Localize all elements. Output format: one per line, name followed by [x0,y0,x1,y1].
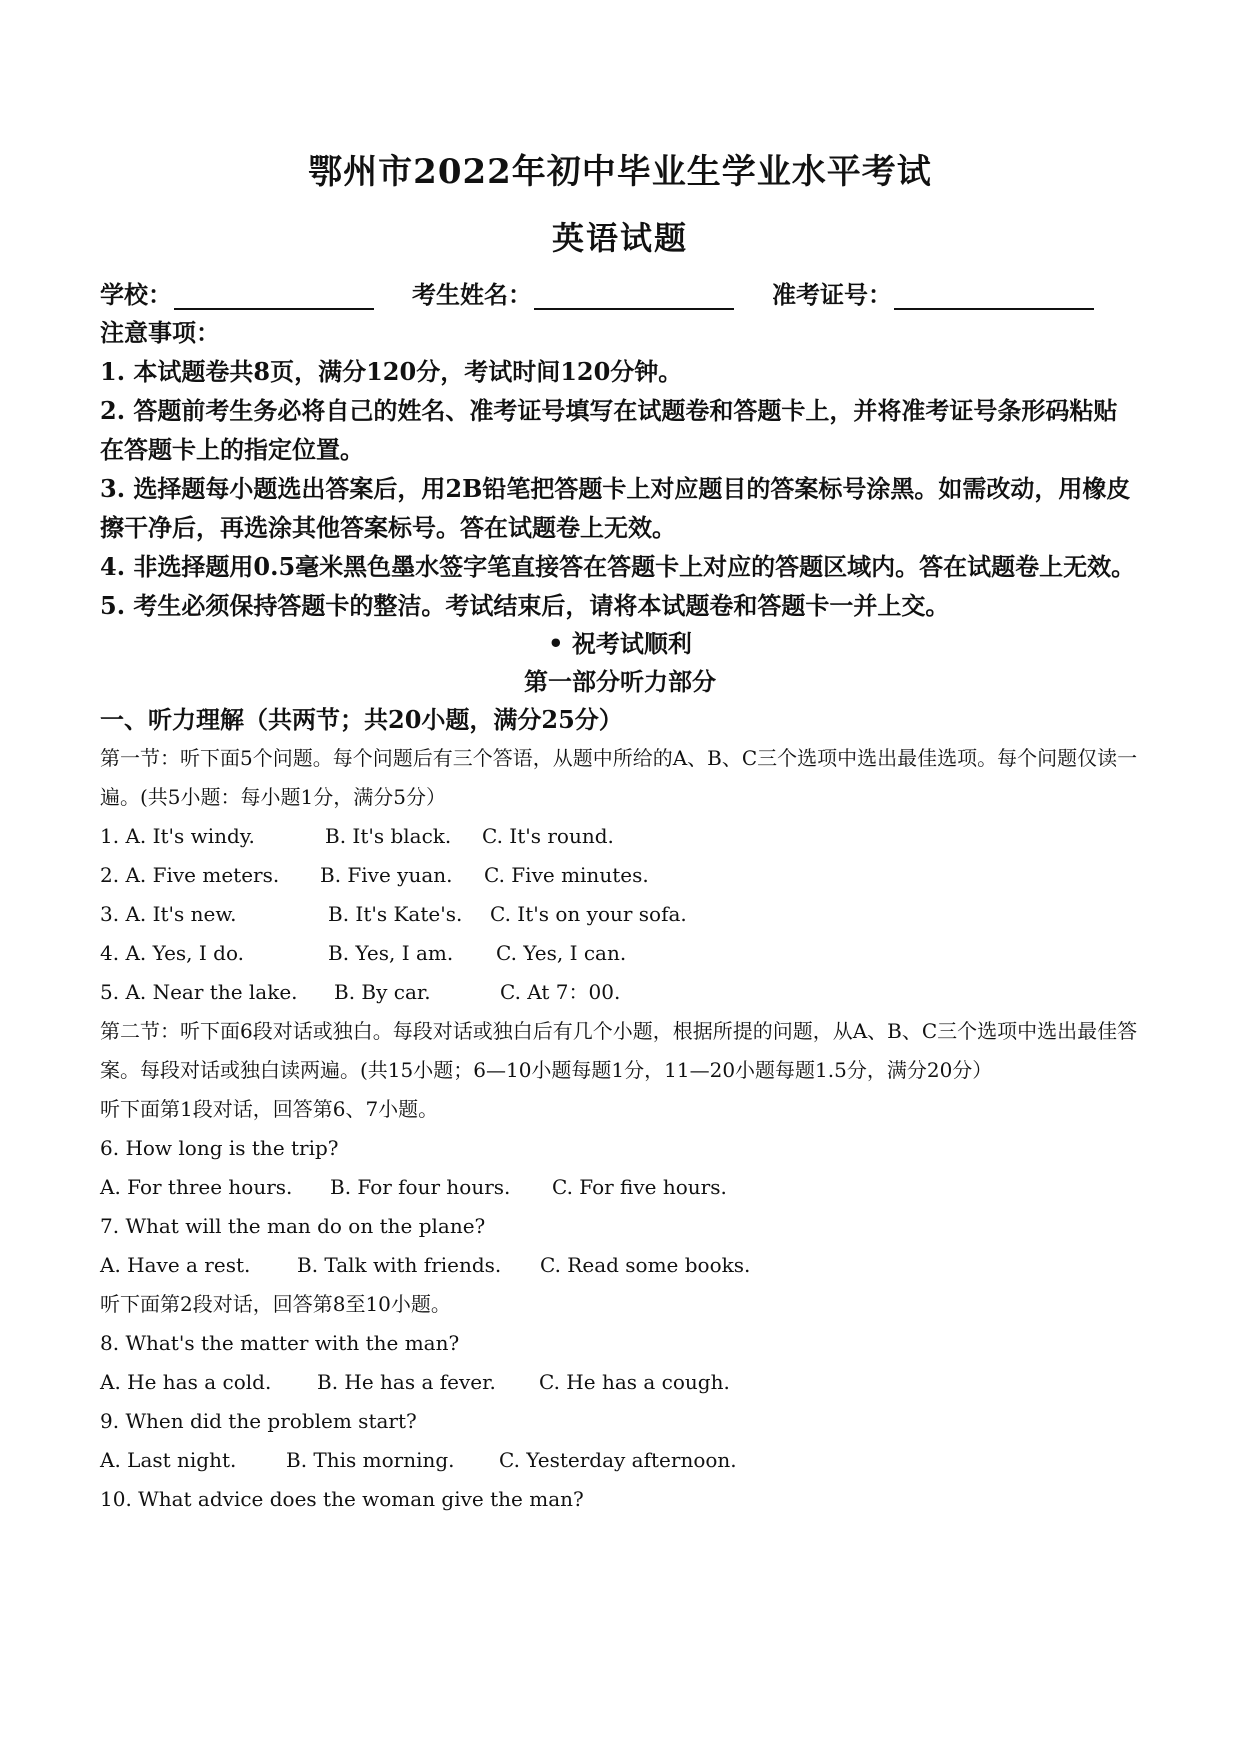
part-title: 第一部分听力部分 [524,667,716,696]
note-item: 2. 答题前考生务必将自己的姓名、准考证号填写在试题卷和答题卡上，并将准考证号条形码粘贴在答题卡上的指定位置。 [100,396,1118,464]
section-title: 一、听力理解（共两节；共20小题，满分25分） [100,705,623,734]
option-b: B. By car. [334,980,431,1004]
question-9-options [100,1441,1140,1480]
school-label: 学校： [100,280,172,309]
exam-id-blank [894,282,1094,310]
note-item: 5. 考生必须保持答题卡的整洁。考试结束后，请将本试题卷和答题卡一并上交。 [100,591,950,620]
option-a: 2. A. Five meters. [100,863,280,887]
option-b: B. This morning. [286,1448,455,1472]
exam-title: 鄂州市2022年初中毕业生学业水平考试 [308,152,932,192]
option-a: 3. A. It's new. [100,902,237,926]
dialogue2-intro: 听下面第2段对话，回答第8至10小题。 [100,1292,451,1316]
question-8-options [100,1363,1140,1402]
exam-subtitle: 英语试题 [551,219,688,257]
question-row [100,973,1140,1012]
note-item: 4. 非选择题用0.5毫米黑色墨水签字笔直接答在答题卡上对应的答题区域内。答在试题卷上无效。 [100,552,1136,581]
option-c: C. At 7：00. [500,980,621,1004]
question-row [100,817,1140,856]
option-c: C. Yesterday afternoon. [499,1448,737,1472]
section1-intro: 第一节：听下面5个问题。每个问题后有三个答语，从题中所给的A、B、C三个选项中选出最佳选项。每个问题仅读一遍。(共5小题：每小题1分，满分5分） [100,746,1138,809]
option-c: C. Five minutes. [484,863,649,887]
option-c: C. Read some books. [540,1253,751,1277]
question-7-options [100,1246,1140,1285]
question-row [100,856,1140,895]
option-a: A. Last night. [100,1448,237,1472]
question-7: 7. What will the man do on the plane? [100,1214,486,1238]
option-a: A. For three hours. [100,1175,293,1199]
option-a: A. Have a rest. [100,1253,251,1277]
option-b: B. It's Kate's. [328,902,463,926]
question-6: 6. How long is the trip? [100,1136,339,1160]
note-item: 3. 选择题每小题选出答案后，用2B铅笔把答题卡上对应题目的答案标号涂黑。如需改动，用橡皮擦干净后，再选涂其他答案标号。答在试题卷上无效。 [100,474,1131,542]
notes-heading: 注意事项： [100,318,220,347]
option-a: 1. A. It's windy. [100,824,255,848]
question-10: 10. What advice does the woman give the man? [100,1487,584,1511]
exam-page [100,140,1140,1519]
exam-id-field [772,275,1094,310]
question-6-options [100,1168,1140,1207]
exam-id-label: 准考证号： [772,280,892,309]
note-item: 1. 本试题卷共8页，满分120分，考试时间120分钟。 [100,357,683,386]
option-a: 4. A. Yes, I do. [100,941,244,965]
option-a: A. He has a cold. [100,1370,272,1394]
good-luck-line: • 祝考试顺利 [548,629,692,658]
option-b: B. Five yuan. [320,863,453,887]
question-8: 8. What's the matter with the man? [100,1331,460,1355]
name-field [412,275,734,310]
option-a: 5. A. Near the lake. [100,980,298,1004]
option-c: C. For five hours. [552,1175,727,1199]
option-b: B. He has a fever. [317,1370,496,1394]
option-c: C. It's on your sofa. [490,902,687,926]
dialogue1-intro: 听下面第1段对话，回答第6、7小题。 [100,1097,439,1121]
option-b: B. For four hours. [330,1175,511,1199]
name-blank [534,282,734,310]
question-row [100,934,1140,973]
option-c: C. Yes, I can. [496,941,627,965]
question-9: 9. When did the problem start? [100,1409,417,1433]
school-blank [174,282,374,310]
option-c: C. He has a cough. [539,1370,730,1394]
option-b: B. It's black. [325,824,452,848]
section2-intro: 第二节：听下面6段对话或独白。每段对话或独白后有几个小题，根据所提的问题，从A、B、C三个选项中选出最佳答案。每段对话或独白读两遍。(共15小题；6—10小题每题1分，11—20小题每题1.5分，满分20分） [100,1019,1138,1082]
option-c: C. It's round. [482,824,614,848]
school-field [100,275,374,310]
student-info-row [100,274,1140,310]
option-b: B. Talk with friends. [297,1253,502,1277]
option-b: B. Yes, I am. [328,941,454,965]
name-label: 考生姓名： [412,280,532,309]
question-row [100,895,1140,934]
